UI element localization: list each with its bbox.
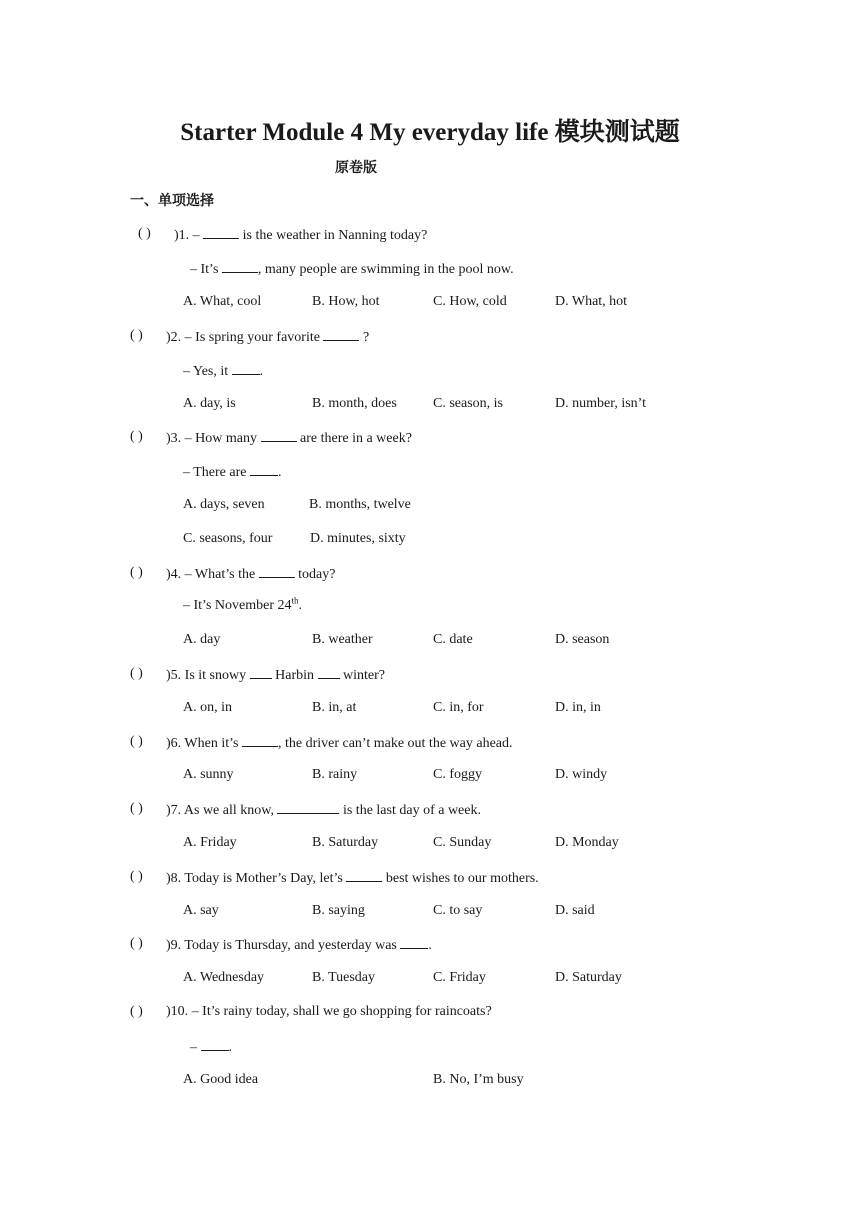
title-chinese: 模块测试题 [554,117,680,146]
q7-option-c: C. Sunday [433,835,492,850]
answer-blank [242,733,278,747]
q1-text: is the weather in Nanning today? [242,228,428,243]
q1-number: )1. – [174,228,200,243]
q10-option-a: A. Good idea [183,1072,259,1087]
answer-blank [250,462,278,476]
q6-option-d: D. windy [555,767,608,782]
question-2-stem [166,327,369,347]
q8-option-c: C. to say [433,903,483,918]
q7-number: )7. As we all know, [166,803,274,818]
answer-blank [232,361,260,375]
question-6-stem [166,733,513,753]
q2-reply-a: – Yes, it [183,364,229,379]
q3-option-c: C. seasons, four [183,531,273,546]
q1-option-c: C. How, cold [433,294,507,309]
q3-option-b: B. months, twelve [309,497,411,512]
q10-number: )10. – It’s rainy today, shall we go shopping for raincoats? [166,1004,492,1019]
question-3-stem [166,428,412,448]
q9-text: . [428,938,432,953]
q2-option-a: A. day, is [183,396,236,411]
q9-number: )9. Today is Thursday, and yesterday was [166,938,397,953]
question-1-reply [190,259,514,279]
answer-paren-7: ( ) [130,801,143,816]
question-5-stem [166,665,385,685]
q4-option-a: A. day [183,632,221,647]
q1-reply-a: – It’s [190,262,219,277]
q7-text: is the last day of a week. [342,803,481,818]
answer-blank [222,259,258,273]
q7-option-b: B. Saturday [312,835,379,850]
question-4-reply [183,597,302,615]
answer-blank [277,800,339,814]
answer-paren-9: ( ) [130,936,143,951]
answer-paren-6: ( ) [130,734,143,749]
q6-number: )6. When it’s [166,736,239,751]
q10-option-b: B. No, I’m busy [433,1072,524,1087]
q4-reply-b: . [298,598,302,613]
answer-paren-4: ( ) [130,565,143,580]
answer-paren-1: ( ) [138,226,151,241]
answer-blank [259,564,295,578]
q8-option-a: A. say [183,903,219,918]
answer-blank [323,327,359,341]
answer-paren-3: ( ) [130,429,143,444]
q3-reply-a: – There are [183,465,247,480]
q2-option-c: C. season, is [433,396,503,411]
q8-option-d: D. said [555,903,595,918]
q8-option-b: B. saying [312,903,365,918]
q3-text: are there in a week? [300,431,412,446]
q5-mid: Harbin [275,668,315,683]
q2-reply-b: . [259,364,264,379]
q3-number: )3. – How many [166,431,257,446]
q5-option-d: D. in, in [555,700,601,715]
q10-reply-b: . [228,1040,232,1055]
q6-option-a: A. sunny [183,767,234,782]
question-7-stem [166,800,481,820]
q9-option-d: D. Saturday [555,970,622,985]
q4-option-b: B. weather [312,632,373,647]
q9-option-c: C. Friday [433,970,486,985]
question-3-reply [183,462,281,482]
answer-blank [346,868,382,882]
q2-option-b: B. month, does [312,396,397,411]
q5-option-b: B. in, at [312,700,357,715]
title-english: Starter Module 4 My everyday life [180,119,549,146]
question-4-stem [166,564,336,584]
answer-blank [250,665,272,679]
answer-paren-8: ( ) [130,869,143,884]
q4-option-c: C. date [433,632,473,647]
question-2-reply [183,361,263,381]
q9-option-a: A. Wednesday [183,970,265,985]
q2-text: ? [362,330,370,345]
q6-option-c: C. foggy [433,767,482,782]
q8-text: best wishes to our mothers. [385,871,539,886]
answer-blank [400,935,428,949]
q5-number: )5. Is it snowy [166,668,247,683]
answer-blank [318,665,340,679]
q1-option-b: B. How, hot [312,294,380,309]
q6-option-b: B. rainy [312,767,358,782]
answer-blank [201,1037,229,1051]
q4-reply-superscript: th [291,595,299,606]
q1-reply-b: , many people are swimming in the pool now. [257,262,514,277]
q4-option-d: D. season [555,632,610,647]
q1-option-d: D. What, hot [555,294,628,309]
q4-reply-a: – It’s November 24 [183,598,292,613]
q9-option-b: B. Tuesday [312,970,376,985]
q6-text: , the driver can’t make out the way ahead. [277,736,513,751]
q7-option-a: A. Friday [183,835,237,850]
q4-number: )4. – What’s the [166,567,256,582]
question-10-reply [190,1037,232,1057]
q10-reply-a: – [190,1040,197,1055]
q3-reply-b: . [277,465,282,480]
q3-option-d: D. minutes, sixty [310,531,406,546]
q1-option-a: A. What, cool [183,294,262,309]
answer-blank [261,428,297,442]
q2-number: )2. – Is spring your favorite [166,330,320,345]
page-subtitle: 原卷版 [335,160,377,176]
section-heading: 一、单项选择 [130,193,214,209]
q5-option-a: A. on, in [183,700,232,715]
answer-paren-10: ( ) [130,1004,143,1019]
q5-option-c: C. in, for [433,700,484,715]
q4-text: today? [298,567,336,582]
question-8-stem [166,868,539,888]
answer-paren-5: ( ) [130,666,143,681]
answer-paren-2: ( ) [130,328,143,343]
q8-number: )8. Today is Mother’s Day, let’s [166,871,343,886]
q7-option-d: D. Monday [555,835,619,850]
q2-option-d: D. number, isn’t [555,396,646,411]
question-10-stem [166,1003,492,1021]
question-9-stem [166,935,432,955]
q5-text: winter? [343,668,385,683]
q3-option-a: A. days, seven [183,497,265,512]
answer-blank [203,225,239,239]
question-1-stem [174,225,427,245]
page-title [0,112,860,148]
